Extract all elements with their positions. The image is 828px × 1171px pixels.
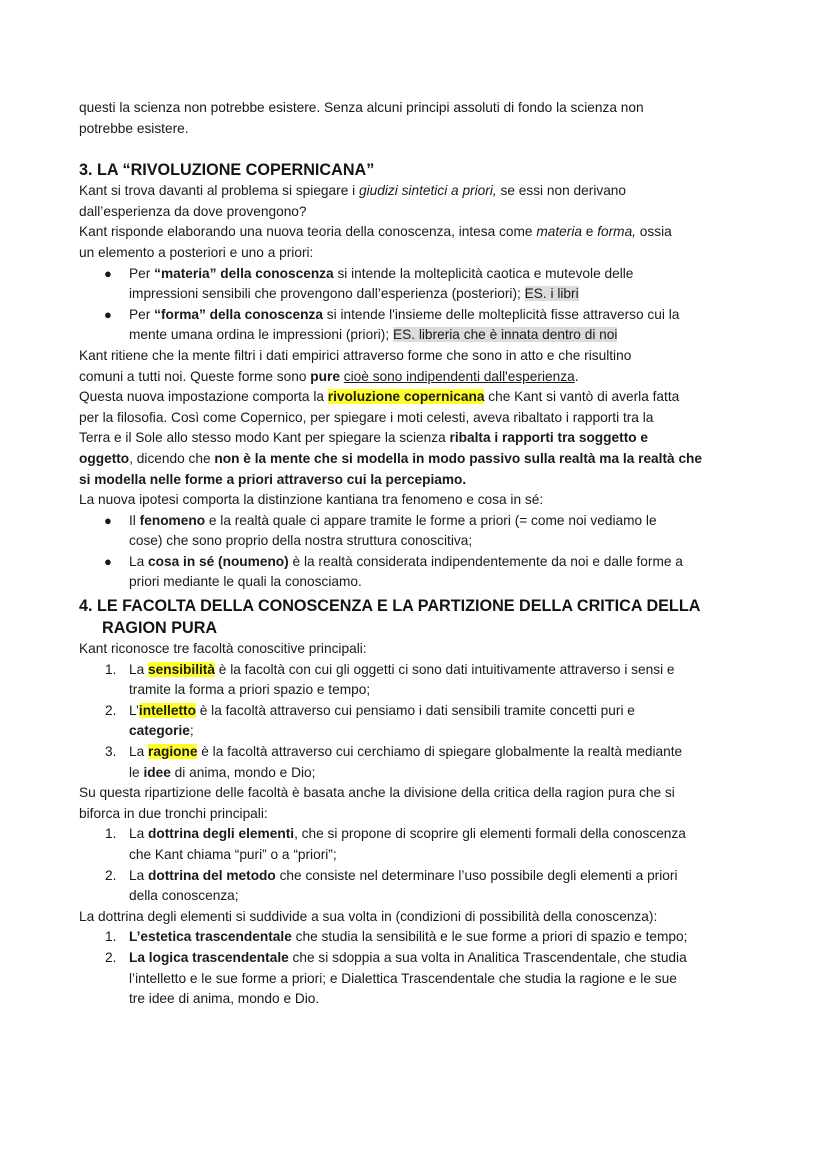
numbered-item: 3. La ragione è la facoltà attraverso cui cerchiamo di spiegare globalmente la realtà mediante [105,744,683,760]
paragraph: comuni a tutti noi. Queste forme sono pure cioè sono indipendenti dall'esperienza. [79,368,579,384]
numbered-item-cont: tre idee di anima, mondo e Dio. [129,991,320,1007]
paragraph: La dottrina degli elementi si suddivide a sua volta in (condizioni di possibilità della conoscenza): [79,908,658,924]
paragraph: oggetto, dicendo che non è la mente che si modella in modo passivo sulla realtà ma la realtà che [79,450,703,466]
list-item: ● Per “forma” della conoscenza si intende l'insieme delle molteplicità fisse attraverso cui la [79,305,759,326]
numbered-item-cont: della conoscenza; [129,888,239,904]
numbered-item-cont: che Kant chiama “puri” o a “priori”; [129,847,337,862]
bullet-icon: ● [104,512,112,528]
bullet-icon: ● [104,553,112,569]
paragraph: Kant si trova davanti al problema si spiegare i giudizi sintetici a priori, se essi non derivano [79,183,627,199]
list-item-cont: impressioni sensibili che provengono dall’esperienza (posteriori); ES. i libri [129,286,579,302]
numbered-item: 1. La dottrina degli elementi, che si propone di scoprire gli elementi formali della conoscenza [105,826,686,842]
numbered-item-cont: le idee di anima, mondo e Dio; [129,764,316,780]
numbered-item: 2. L’intelletto è la facoltà attraverso cui pensiamo i dati sensibili tramite concetti puri e [105,702,635,718]
paragraph: Kant risponde elaborando una nuova teoria della conoscenza, intesa come materia e forma, ossia [79,224,672,240]
paragraph: Terra e il Sole allo stesso modo Kant per spiegare la scienza ribalta i rapporti tra soggetto e [79,430,649,446]
list-item-cont: cose) che sono proprio della nostra struttura conoscitiva; [129,533,473,549]
section-4-title: 4. LE FACOLTA DELLA CONOSCENZA E LA PARTIZIONE DELLA CRITICA DELLA [79,597,701,616]
section-4-title-cont: RAGION PURA [102,619,218,638]
document-page [79,98,759,1010]
numbered-item-cont: l’intelletto e le sue forme a priori; e Dialettica Trascendentale che studia la ragione e le sue [129,970,677,986]
paragraph: Questa nuova impostazione comporta la rivoluzione copernicana che Kant si vantò di averla fatta [79,389,680,405]
paragraph: dall’esperienza da dove provengono? [79,203,307,219]
numbered-item: 1. La sensibilità è la facoltà con cui gli oggetti ci sono dati intuitivamente attraverso i sensi e [105,661,675,677]
paragraph: Kant riconosce tre facoltà conoscitive principali: [79,641,367,657]
list-item-cont: mente umana ordina le impressioni (priori); ES. libreria che è innata dentro di noi [129,327,618,343]
numbered-item: 2. La dottrina del metodo che consiste nel determinare l’uso possibile degli elementi a priori [105,867,678,883]
paragraph: Kant ritiene che la mente filtri i dati empirici attraverso forme che sono in atto e che risultino [79,347,632,363]
section-3-title: 3. LA “RIVOLUZIONE COPERNICANA” [79,161,375,180]
intro-line-1: questi la scienza non potrebbe esistere. Senza alcuni principi assoluti di fondo la scienza non [79,100,644,115]
paragraph: La nuova ipotesi comporta la distinzione kantiana tra fenomeno e cosa in sé: [79,492,544,508]
paragraph: Su questa ripartizione delle facoltà è basata anche la divisione della critica della ragion pura che si [79,785,675,801]
numbered-item: 1. L’estetica trascendentale che studia la sensibilità e le sue forme a priori di spazio e tempo; [105,929,688,945]
intro-line-2: potrebbe esistere. [79,120,189,136]
list-item: ● La cosa in sé (noumeno) è la realtà considerata indipendentemente da noi e dalle forme a [79,552,759,573]
numbered-item: 2. La logica trascendentale che si sdoppia a sua volta in Analitica Trascendentale, che studia [105,949,687,965]
numbered-item-cont: tramite la forma a priori spazio e tempo; [129,682,371,698]
numbered-item-cont: categorie; [129,723,194,739]
list-item-cont: priori mediante le quali la conosciamo. [129,574,362,590]
paragraph: per la filosofia. Così come Copernico, per spiegare i moti celesti, aveva ribaltato i rapporti tra la [79,409,654,425]
bullet-icon: ● [104,265,112,281]
bullet-icon: ● [104,306,112,322]
paragraph: si modella nelle forme a priori attraverso cui la percepiamo. [79,471,467,487]
list-item: ● Per “materia” della conoscenza si intende la molteplicità caotica e mutevole delle [79,264,759,285]
list-item: ● Il fenomeno e la realtà quale ci appare tramite le forme a priori (= come noi vediamo le [79,511,759,532]
paragraph: un elemento a posteriori e uno a priori: [79,244,314,260]
paragraph: biforca in due tronchi principali: [79,805,268,821]
